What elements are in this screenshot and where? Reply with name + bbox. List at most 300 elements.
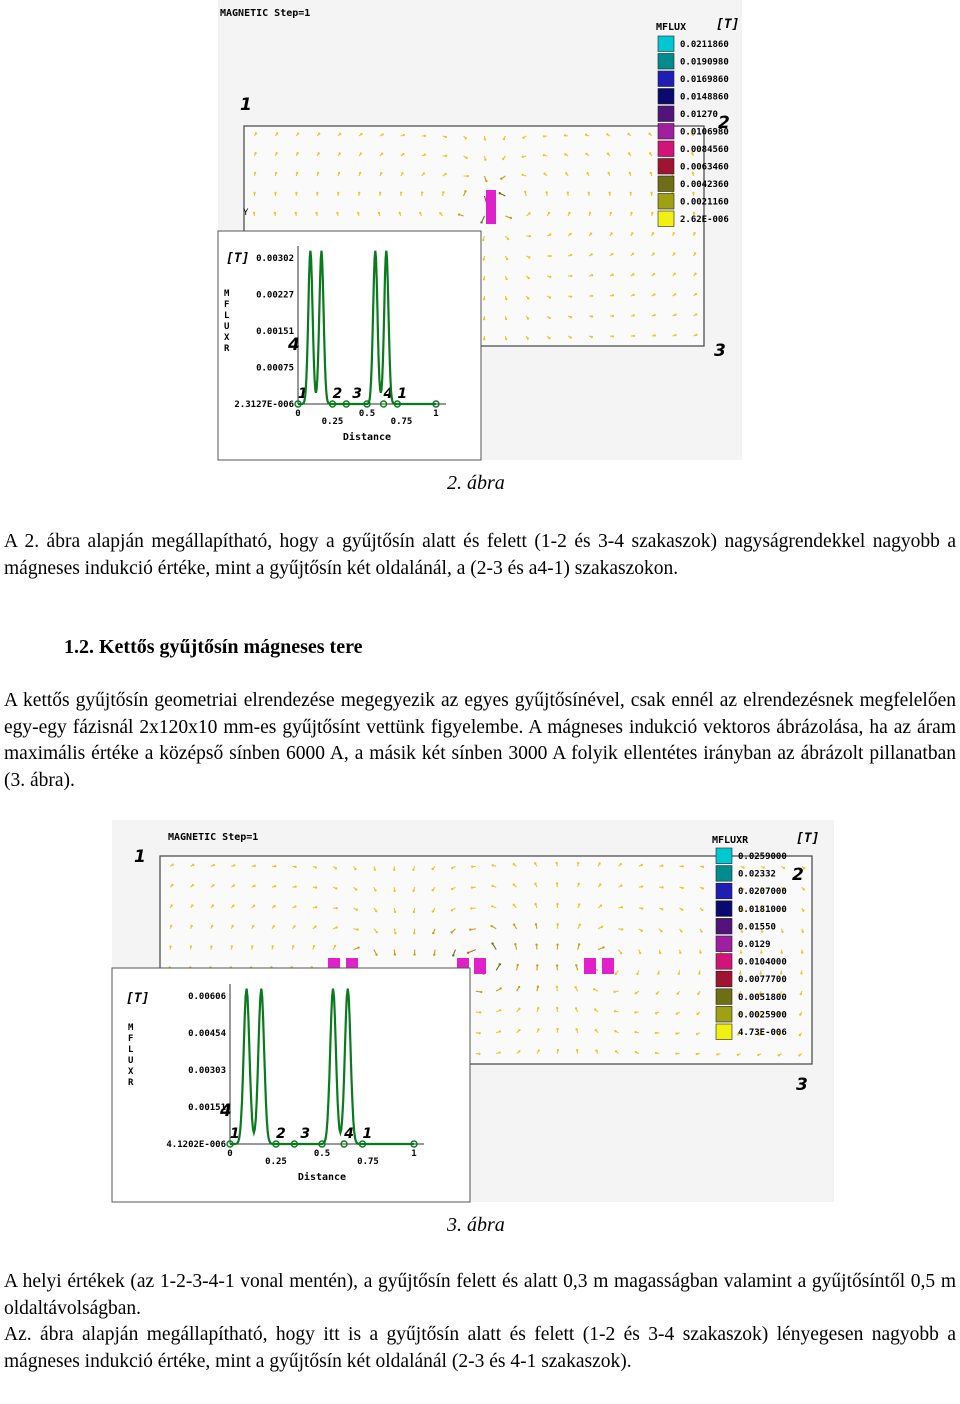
field-arrow-head (357, 212, 359, 214)
figure-3-caption: 3. ábra (447, 1214, 505, 1236)
field-arrow-head (678, 972, 680, 974)
field-arrow-head (451, 909, 453, 911)
field-arrow-head (634, 1031, 636, 1033)
field-arrow-head (432, 889, 434, 891)
field-arrow-head (675, 1032, 677, 1034)
inset-ylabel-char: F (224, 300, 230, 310)
field-arrow-head (698, 972, 700, 974)
field-arrow-head (695, 334, 697, 336)
legend-swatch (716, 989, 732, 1005)
field-arrow-head (482, 239, 484, 241)
inset-xtick-label: 0.25 (321, 417, 344, 427)
field-arrow-head (314, 925, 316, 927)
field-arrow-head (499, 1009, 501, 1011)
field-arrow-head (505, 298, 507, 300)
field-arrow-head (297, 132, 299, 134)
figure-2-point-2-label: 2 (718, 113, 730, 133)
field-arrow-head (445, 155, 447, 157)
field-arrow-head (661, 886, 663, 888)
field-arrow-head (483, 338, 485, 340)
inset-xtick-label: 0.25 (265, 1157, 287, 1167)
field-arrow-head (505, 278, 507, 280)
field-arrow-head (374, 868, 376, 870)
field-arrow-head (499, 1030, 501, 1032)
field-arrow-head (471, 865, 473, 867)
field-arrow-head (591, 315, 593, 317)
field-arrow-head (679, 952, 681, 954)
inset-point-label: 2 (332, 386, 343, 402)
legend-swatch (658, 106, 674, 122)
field-arrow-head (568, 212, 570, 214)
field-arrow-head (697, 993, 699, 995)
field-arrow-head (655, 1012, 657, 1014)
field-arrow-head (660, 930, 662, 932)
field-arrow-head (458, 213, 460, 215)
field-arrow-head (682, 865, 684, 867)
field-arrow-head (694, 252, 696, 254)
field-arrow-head (650, 192, 652, 194)
field-arrow-head (534, 883, 536, 885)
field-arrow-head (778, 1054, 780, 1056)
field-arrow-head (402, 153, 404, 155)
figure-2-legend-title: MFLUX (656, 22, 687, 33)
figure-3-point-1-label: 1 (134, 847, 146, 867)
legend-value: 2.62E-006 (680, 215, 729, 225)
field-arrow-head (594, 1008, 596, 1010)
field-arrow-head (171, 884, 173, 886)
field-arrow-head (702, 887, 704, 889)
field-arrow-head (615, 973, 617, 975)
inset-ylabel-char: L (128, 1045, 134, 1055)
field-arrow-head (610, 212, 612, 214)
field-arrow-head (517, 964, 519, 966)
field-arrow-head (295, 192, 297, 194)
field-arrow-head (483, 298, 485, 300)
field-arrow-head (556, 882, 558, 884)
field-arrow-head (693, 232, 695, 234)
field-arrow-head (681, 909, 683, 911)
field-arrow-head (567, 192, 569, 194)
field-arrow-head (212, 904, 214, 906)
field-arrow-head (602, 946, 604, 948)
field-arrow-head (432, 910, 434, 912)
field-arrow-head (695, 313, 697, 315)
field-arrow-head (169, 945, 171, 947)
field-arrow-head (534, 903, 536, 905)
field-arrow-head (233, 884, 235, 886)
field-arrow-head (610, 232, 612, 234)
field-arrow-head (212, 884, 214, 886)
legend-swatch (716, 848, 732, 864)
legend-value: 0.0148860 (680, 92, 729, 103)
legend-value: 0.0104000 (738, 957, 787, 968)
field-arrow-head (315, 212, 317, 214)
field-arrow-head (272, 945, 274, 947)
figure-3-vector-plot (112, 820, 834, 1202)
field-arrow-head (360, 133, 362, 135)
field-arrow-head (521, 174, 523, 176)
field-arrow-head (620, 952, 622, 954)
legend-swatch (716, 866, 732, 882)
field-arrow-head (394, 953, 396, 955)
figure-3-inset-panel (112, 968, 470, 1202)
field-arrow-head (356, 909, 358, 911)
field-arrow-head (556, 903, 558, 905)
field-arrow-head (294, 886, 296, 888)
legend-value: 0.0106980 (680, 127, 729, 138)
inset-xtick-label: 0.75 (357, 1157, 379, 1167)
field-arrow-head (801, 951, 803, 953)
field-arrow-head (433, 954, 435, 956)
field-arrow-head (356, 928, 358, 930)
field-arrow-head (574, 986, 576, 988)
inset-xtick-label: 0 (227, 1149, 233, 1159)
legend-swatch (716, 1024, 732, 1040)
field-arrow-head (491, 885, 493, 887)
field-arrow-head (570, 275, 572, 277)
field-arrow-head (657, 972, 659, 974)
field-arrow-head (614, 1030, 616, 1032)
field-arrow-head (522, 137, 524, 139)
legend-swatch (658, 194, 674, 210)
field-arrow-head (674, 273, 676, 275)
field-arrow-head (253, 212, 255, 214)
field-arrow-head (518, 1050, 520, 1052)
field-arrow-head (695, 293, 697, 295)
legend-value: 0.0190980 (680, 57, 729, 68)
field-arrow-head (213, 864, 215, 866)
field-arrow-head (585, 134, 587, 136)
field-arrow-head (674, 334, 676, 336)
paragraph-1: A 2. ábra alapján megállapítható, hogy a gyűjtősín alatt és felett (1-2 és 3-4 szakaszok) nagyságrendekkel nagyobb a mágneses indukció értéke, mint a gyűjtősín két oldalánál, a (2-3 és a4-1) szakaszokon. (4, 531, 956, 579)
inset-ytick-label: 0.00151 (188, 1103, 226, 1113)
field-arrow-head (673, 232, 675, 234)
inset-point-label: 3 (352, 386, 363, 402)
field-arrow-head (394, 911, 396, 913)
legend-value: 0.0169860 (680, 75, 729, 85)
field-arrow-head (315, 866, 317, 868)
legend-value: 0.0211860 (680, 40, 729, 50)
inset-ytick-label: 0.00151 (256, 327, 294, 337)
field-arrow-head (335, 867, 337, 869)
field-arrow-head (375, 910, 377, 912)
field-arrow-head (274, 192, 276, 194)
field-arrow-head (716, 1053, 718, 1055)
field-arrow-head (254, 152, 256, 154)
field-arrow-head (498, 1051, 500, 1053)
field-arrow-head (701, 909, 703, 911)
field-arrow-head (439, 212, 441, 214)
field-arrow-head (513, 923, 515, 925)
field-arrow-head (595, 1029, 597, 1031)
field-arrow-head (802, 930, 804, 932)
field-arrow-head (570, 254, 572, 256)
field-arrow-head (413, 953, 415, 955)
field-arrow-head (620, 884, 622, 886)
field-arrow-head (528, 277, 530, 279)
field-arrow-head (171, 863, 173, 865)
field-arrow-head (233, 864, 235, 866)
field-arrow-head (543, 154, 545, 156)
paragraph-2: A kettős gyűjtősín geometriai elrendezése megegyezik az egyes gyűjtősínével, csak ennél az elrendezésnek megfelelően egy-egy fázisnál 2x120x10 mm-es gyűjtősínt vettünk figyelembe. A mágneses indukció vektoros ábrázolása, ha az áram maximális értéke a középső sínben 6000 A, a másik két sínben 3000 A folyik ellentétes irányban az ábrázolt pillanatban (3. ábra). (4, 690, 956, 791)
legend-value: 0.0259000 (738, 852, 787, 862)
field-arrow-head (674, 293, 676, 295)
field-arrow-head (401, 172, 403, 174)
field-arrow-head (334, 945, 336, 947)
field-arrow-head (518, 1008, 520, 1010)
field-arrow-head (483, 318, 485, 320)
field-arrow-head (499, 963, 501, 965)
field-arrow-head (505, 318, 507, 320)
inset-ylabel-char: F (128, 1034, 134, 1044)
legend-value: 0.0025900 (738, 1010, 787, 1021)
field-arrow-head (513, 883, 515, 885)
field-arrow-head (413, 911, 415, 913)
field-arrow-head (656, 992, 658, 994)
field-arrow-head (252, 925, 254, 927)
field-arrow-head (294, 905, 296, 907)
legend-swatch (716, 971, 732, 987)
inset-xtick-label: 0 (295, 409, 301, 419)
field-arrow-head (641, 885, 643, 887)
field-arrow-head (585, 153, 587, 155)
field-arrow-head (253, 192, 255, 194)
field-arrow-head (696, 1053, 698, 1055)
field-arrow-head (358, 192, 360, 194)
field-arrow-head (527, 337, 529, 339)
field-arrow-head (431, 868, 433, 870)
figure-3-window-title: MAGNETIC Step=1 (168, 832, 259, 843)
field-arrow-head (595, 1049, 597, 1051)
field-arrow-head (693, 212, 695, 214)
field-arrow-head (527, 317, 529, 319)
legend-value: 0.0207000 (738, 887, 787, 898)
field-arrow-head (339, 133, 341, 135)
field-arrow-head (393, 869, 395, 871)
inset-xtick-label: 1 (411, 1149, 417, 1159)
field-arrow-head (694, 273, 696, 275)
paragraph-3: A helyi értékek (az 1-2-3-4-1 vonal mentén), a gyűjtősín felett és alatt 0,3 m magasságban valamint a gyűjtősíntől 0,5 m oldaltávolságban. (4, 1271, 956, 1319)
field-arrow-head (802, 909, 804, 911)
field-arrow-head (593, 988, 595, 990)
field-arrow-head (640, 864, 642, 866)
field-arrow-head (491, 905, 493, 907)
field-arrow-head (375, 953, 377, 955)
field-arrow-head (478, 1053, 480, 1055)
field-arrow-head (634, 1011, 636, 1013)
field-arrow-head (537, 986, 539, 988)
field-arrow-head (676, 993, 678, 995)
field-arrow-head (655, 1052, 657, 1054)
field-arrow-head (338, 172, 340, 174)
legend-swatch (658, 211, 674, 227)
figure-2-legend (658, 36, 729, 227)
field-arrow-head (274, 212, 276, 214)
field-arrow-head (357, 946, 359, 948)
legend-swatch (716, 936, 732, 952)
busbar (486, 190, 496, 224)
field-arrow-head (655, 1032, 657, 1034)
field-arrow-head (578, 883, 580, 885)
field-arrow-head (578, 943, 580, 945)
field-arrow-head (591, 253, 593, 255)
field-arrow-head (255, 132, 257, 134)
field-arrow-head (253, 885, 255, 887)
field-arrow-head (480, 991, 482, 993)
field-arrow-head (374, 889, 376, 891)
field-arrow-head (296, 152, 298, 154)
field-arrow-head (492, 864, 494, 866)
field-arrow-head (403, 134, 405, 136)
field-arrow-head (273, 925, 275, 927)
figure-3-point-3-label: 3 (796, 1075, 808, 1095)
inset-xtick-label: 1 (433, 409, 439, 419)
figure-2-vector-plot (218, 0, 742, 460)
field-arrow-head (190, 945, 192, 947)
field-arrow-head (661, 864, 663, 866)
field-arrow-head (653, 314, 655, 316)
field-arrow-head (653, 293, 655, 295)
legend-swatch (658, 71, 674, 87)
field-arrow-head (535, 943, 537, 945)
field-arrow-head (518, 1029, 520, 1031)
inset-ylabel-char: U (224, 322, 230, 332)
field-arrow-head (578, 903, 580, 905)
field-arrow-head (444, 173, 446, 175)
field-arrow-head (591, 274, 593, 276)
field-arrow-head (192, 864, 194, 866)
inset-point-label: 4 (383, 386, 394, 402)
field-arrow-head (292, 945, 294, 947)
inset-ylabel-char: R (224, 344, 230, 354)
field-arrow-head (740, 951, 742, 953)
field-arrow-head (620, 863, 622, 865)
legend-swatch (658, 54, 674, 70)
inset-ytick-label: 0.00227 (256, 290, 294, 301)
field-arrow-head (586, 172, 588, 174)
inset-ylabel-char: X (224, 333, 230, 343)
inset-ytick-label: 0.00075 (256, 363, 294, 374)
field-arrow-head (575, 964, 577, 966)
inset-ylabel-char: M (224, 289, 230, 299)
figure-2-caption: 2. ábra (447, 472, 505, 494)
field-arrow-head (661, 908, 663, 910)
field-arrow-head (649, 152, 651, 154)
field-arrow-head (275, 172, 277, 174)
inset-ylabel-char: X (128, 1067, 134, 1077)
figure-3-inset-unit: [T] (126, 991, 150, 1006)
inset-ylabel-char: U (128, 1056, 134, 1066)
legend-swatch (658, 89, 674, 105)
figure-2-window-title: MAGNETIC Step=1 (220, 8, 311, 19)
field-arrow-head (479, 1011, 481, 1013)
legend-value: 0.0021160 (680, 197, 729, 208)
field-arrow-head (432, 932, 434, 934)
section-heading: 1.2. Kettős gyűjtősín mágneses tere (64, 636, 363, 658)
field-arrow-head (627, 133, 629, 135)
figure-3-legend-title: MFLUXR (712, 835, 749, 846)
legend-value: 0.0077700 (738, 975, 787, 986)
field-arrow-head (757, 1054, 759, 1056)
field-arrow-head (633, 335, 635, 337)
field-arrow-head (629, 192, 631, 194)
field-arrow-head (318, 132, 320, 134)
field-arrow-head (676, 1013, 678, 1015)
field-arrow-head (251, 945, 253, 947)
field-arrow-head (170, 925, 172, 927)
field-arrow-head (483, 278, 485, 280)
field-arrow-head (469, 928, 471, 930)
field-arrow-head (576, 1049, 578, 1051)
field-arrow-head (254, 172, 256, 174)
field-arrow-head (335, 926, 337, 928)
field-arrow-head (654, 334, 656, 336)
inset-ylabel-char: R (128, 1078, 134, 1088)
field-arrow-head (503, 138, 505, 140)
field-arrow-head (295, 212, 297, 214)
field-arrow-head (191, 904, 193, 906)
field-arrow-head (379, 192, 381, 194)
field-arrow-head (699, 952, 701, 954)
field-arrow-head (274, 885, 276, 887)
field-arrow-head (337, 192, 339, 194)
field-arrow-head (549, 255, 551, 257)
field-arrow-head (339, 152, 341, 154)
field-arrow-head (569, 233, 571, 235)
field-arrow-head (615, 1050, 617, 1052)
field-arrow-head (702, 866, 704, 868)
field-arrow-head (674, 314, 676, 316)
field-arrow-head (354, 868, 356, 870)
field-arrow-head (606, 133, 608, 135)
field-arrow-head (783, 867, 785, 869)
field-arrow-head (471, 886, 473, 888)
field-arrow-head (419, 212, 421, 214)
field-arrow-head (316, 192, 318, 194)
field-arrow-head (548, 212, 550, 214)
field-arrow-head (360, 152, 362, 154)
field-arrow-head (317, 152, 319, 154)
field-arrow-head (641, 930, 643, 932)
field-arrow-head (394, 932, 396, 934)
field-arrow-head (376, 931, 378, 933)
inset-ytick-label: 2.3127E-006 (234, 400, 294, 410)
field-arrow-head (556, 944, 558, 946)
legend-swatch (716, 918, 732, 934)
field-arrow-head (659, 952, 661, 954)
field-arrow-head (803, 888, 805, 890)
field-arrow-head (400, 192, 402, 194)
legend-swatch (658, 141, 674, 157)
legend-swatch (658, 36, 674, 52)
legend-swatch (658, 124, 674, 140)
inset-xtick-label: 0.5 (358, 409, 376, 419)
field-arrow-head (451, 867, 453, 869)
field-arrow-head (799, 1013, 801, 1015)
field-arrow-head (513, 863, 515, 865)
field-arrow-head (534, 862, 536, 864)
inset-point-4-label: 4 (220, 1101, 232, 1121)
inset-xtick-label: 0.5 (313, 1149, 331, 1159)
figure-2-y-axis-label: Y (243, 208, 249, 218)
field-arrow-head (424, 154, 426, 156)
legend-value: 4.73E-006 (738, 1028, 787, 1038)
inset-ytick-label: 4.1202E-006 (166, 1140, 226, 1150)
field-arrow-head (590, 232, 592, 234)
field-arrow-head (589, 212, 591, 214)
field-arrow-head (412, 890, 414, 892)
field-arrow-head (650, 172, 652, 174)
